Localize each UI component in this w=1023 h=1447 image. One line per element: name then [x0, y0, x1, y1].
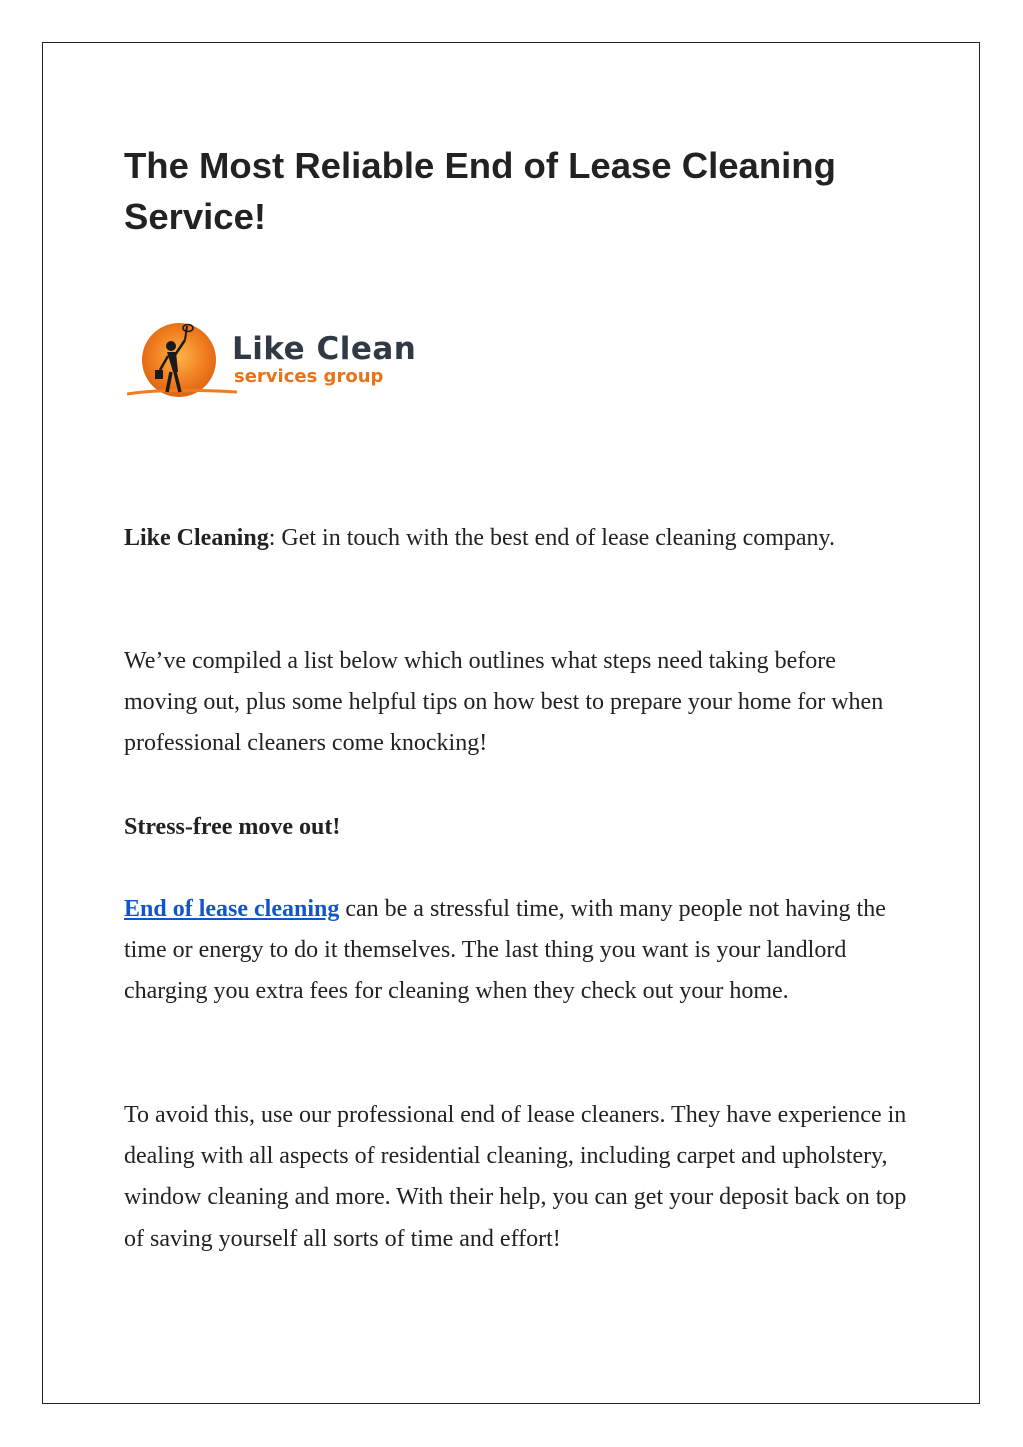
- avoid-paragraph: To avoid this, use our professional end of lease cleaners. They have experience in dealing with all aspects of residential cleaning, including carpet and upholstery, window cleaning and more. With their help, you can get your deposit back on top of saving yourself all sorts of time and effort!: [124, 1102, 907, 1252]
- page-title: The Most Reliable End of Lease Cleaning Service!: [124, 145, 836, 237]
- intro-paragraph: [124, 518, 914, 559]
- link-paragraph-text: can be a stressful time, with many people not having the time or energy to do it themselves. The last thing you want is your landlord charging you extra fees for cleaning when they check out your home.: [124, 896, 886, 1005]
- brand-name: Like Cleaning: [124, 525, 269, 551]
- company-logo: [127, 322, 457, 400]
- end-of-lease-link[interactable]: End of lease cleaning: [124, 896, 340, 922]
- logo-line1: Like Clean: [232, 331, 417, 367]
- link-paragraph: [124, 889, 914, 1013]
- intro-text: : Get in touch with the best end of lease cleaning company.: [268, 525, 835, 551]
- section-heading: Stress-free move out!: [124, 814, 341, 840]
- list-intro-paragraph: We’ve compiled a list below which outlines what steps need taking before moving out, plus some helpful tips on how best to prepare your home for when professional cleaners come knocking!: [124, 648, 884, 757]
- logo-line2: services group: [234, 366, 384, 387]
